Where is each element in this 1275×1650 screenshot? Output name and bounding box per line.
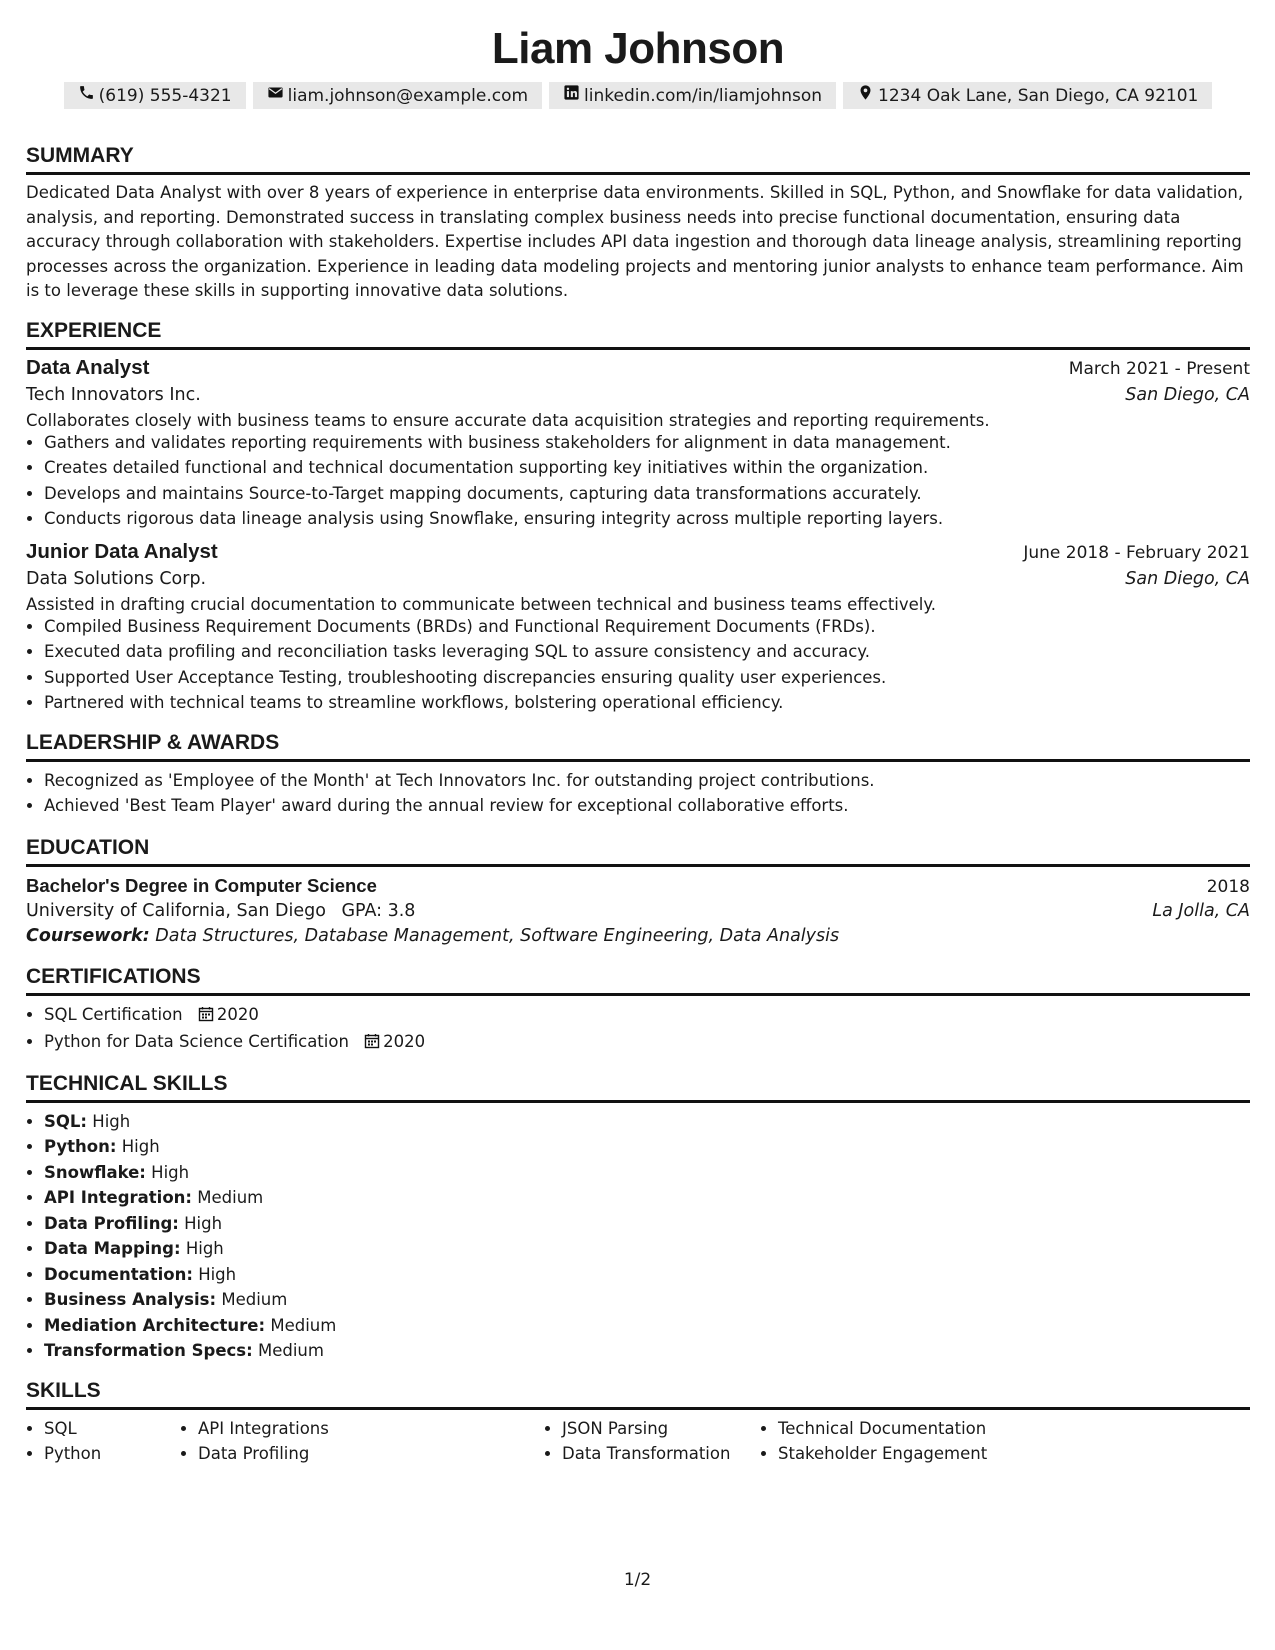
list-item (44, 1160, 1250, 1186)
list-item: • Stakeholder Engagement (778, 1441, 1038, 1467)
list-item: • Data Profiling (198, 1441, 544, 1467)
technical-skills-list (26, 1109, 1250, 1364)
leadership-section (26, 730, 1250, 819)
list-item (44, 1313, 1250, 1339)
skill-level: High (184, 1213, 223, 1233)
list-item: • Gathers and validates reporting requirements with business stakeholders for alignment in data management. (44, 430, 1250, 456)
skill-level: High (151, 1162, 190, 1182)
coursework (26, 926, 1250, 946)
skills-column (544, 1416, 760, 1467)
page-number: 1/2 (623, 1570, 652, 1590)
section-title-skills: SKILLS (26, 1378, 1250, 1410)
skill-level: High (198, 1264, 237, 1284)
email-text: liam.johnson@example.com (287, 85, 529, 106)
skill-name: SQL: (44, 1111, 88, 1131)
certification-year: 2020 (216, 1004, 259, 1024)
job-description: Collaborates closely with business teams to ensure accurate data acquisition strategies and reporting requirements. (26, 410, 990, 430)
skills-column (26, 1416, 180, 1467)
list-item (44, 1002, 1250, 1030)
list-item: • Data Transformation (562, 1441, 760, 1467)
linkedin-icon (563, 84, 580, 108)
list-item: • Executed data profiling and reconciliation tasks leveraging SQL to assure consistency and accuracy. (44, 639, 1250, 665)
phone-icon (78, 84, 95, 108)
job-entry (26, 540, 1250, 716)
section-title-technical-skills: TECHNICAL SKILLS (26, 1071, 1250, 1103)
list-item: • Technical Documentation (778, 1416, 1038, 1442)
certification-year: 2020 (383, 1032, 426, 1051)
list-item: • Partnered with technical teams to streamline workflows, bolstering operational efficiency. (44, 690, 1250, 716)
list-item (44, 1211, 1250, 1237)
skill-name: Mediation Architecture: (44, 1315, 266, 1335)
skills-column (760, 1416, 1038, 1467)
phone-chip[interactable] (64, 82, 246, 109)
list-item (44, 1236, 1250, 1262)
list-item (44, 1029, 1250, 1057)
linkedin-chip[interactable] (549, 82, 836, 109)
list-item (44, 1109, 1250, 1135)
section-title-experience: EXPERIENCE (26, 318, 1250, 350)
summary-text: Dedicated Data Analyst with over 8 years of experience in enterprise data environments. Skilled in SQL, Python, and Snowflake for data validation, analysis, and reporting. Demonstrated success in translating complex business needs into precise functional documentation, ensuring data accuracy through collaboration with stakeholders. Expertise includes API data ingestion and thorough data lineage analysis, streamlining reporting processes across the organization. Experience in leading data modeling projects and mentoring junior analysts to enhance team performance. Aim is to leverage these skills in supporting innovative data solutions. (26, 183, 1244, 300)
degree-name: Bachelor's Degree in Computer Science (26, 874, 377, 896)
job-entry (26, 356, 1250, 532)
job-location: San Diego, CA (1125, 384, 1250, 405)
coursework-label: Coursework: (26, 925, 150, 946)
list-item: • Creates detailed functional and technical documentation supporting key initiatives within the organization. (44, 455, 1250, 481)
calendar-icon (364, 1031, 380, 1057)
map-pin-icon (857, 84, 874, 108)
list-item (44, 1262, 1250, 1288)
address-chip (843, 82, 1212, 109)
list-item: • JSON Parsing (562, 1416, 760, 1442)
skill-name: Python: (44, 1137, 117, 1156)
calendar-icon (198, 1004, 214, 1030)
skill-name: API Integration: (44, 1188, 193, 1207)
email-chip[interactable] (253, 82, 542, 109)
list-item: • Conducts rigorous data lineage analysis using Snowflake, ensuring integrity across multiple reporting layers. (44, 506, 1250, 532)
address-text: 1234 Oak Lane, San Diego, CA 92101 (878, 85, 1199, 106)
list-item (44, 1134, 1250, 1160)
skill-level: High (185, 1239, 224, 1258)
certifications-section (26, 964, 1250, 1057)
contact-bar (26, 82, 1250, 109)
skill-level: High (92, 1111, 131, 1131)
job-title: Data Analyst (26, 355, 150, 379)
company-name: Tech Innovators Inc. (26, 384, 201, 405)
list-item: • Recognized as 'Employee of the Month' at Tech Innovators Inc. for outstanding project contributions. (44, 768, 1250, 794)
technical-skills-section (26, 1071, 1250, 1364)
skill-name: Data Mapping: (44, 1239, 181, 1258)
job-location: San Diego, CA (1125, 568, 1250, 589)
skill-level: Medium (270, 1315, 337, 1335)
skill-level: Medium (257, 1341, 324, 1360)
skill-level: High (121, 1137, 160, 1156)
list-item: • Supported User Acceptance Testing, troubleshooting discrepancies ensuring quality user experiences. (44, 665, 1250, 691)
school-location: La Jolla, CA (1152, 900, 1250, 921)
job-title: Junior Data Analyst (26, 539, 218, 563)
job-dates: March 2021 - Present (1068, 358, 1250, 379)
resume-page (26, 22, 1250, 1467)
certification-name: Python for Data Science Certification (44, 1032, 349, 1051)
skills-column (180, 1416, 544, 1467)
job-bullets (26, 430, 1250, 532)
education-section (26, 835, 1250, 946)
list-item (44, 1338, 1250, 1364)
summary-section (26, 143, 1250, 304)
list-item: • API Integrations (198, 1416, 544, 1442)
section-title-certifications: CERTIFICATIONS (26, 964, 1250, 996)
list-item: • Compiled Business Requirement Documents (BRDs) and Functional Requirement Documents (FRDs). (44, 614, 1250, 640)
awards-list (26, 768, 1250, 819)
school-name: University of California, San Diego (26, 900, 326, 921)
certifications-list (26, 1002, 1250, 1057)
certification-name: SQL Certification (44, 1004, 183, 1024)
skill-name: Documentation: (44, 1264, 193, 1284)
section-title-summary: SUMMARY (26, 143, 1250, 175)
gpa: GPA: 3.8 (341, 900, 416, 921)
skills-section (26, 1378, 1250, 1467)
skill-name: Data Profiling: (44, 1213, 179, 1233)
envelope-icon (267, 84, 284, 108)
skills-grid (26, 1416, 1250, 1467)
skill-name: Business Analysis: (44, 1290, 217, 1309)
job-bullets (26, 614, 1250, 716)
skill-level: Medium (221, 1290, 288, 1309)
list-item: • Develops and maintains Source-to-Target mapping documents, capturing data transformations accurately. (44, 481, 1250, 507)
coursework-list: Data Structures, Database Management, Software Engineering, Data Analysis (155, 925, 840, 946)
skill-name: Snowflake: (44, 1162, 146, 1182)
graduation-year: 2018 (1206, 876, 1250, 897)
list-item (44, 1185, 1250, 1211)
list-item: • Achieved 'Best Team Player' award during the annual review for exceptional collaborative efforts. (44, 793, 1250, 819)
company-name: Data Solutions Corp. (26, 568, 207, 589)
section-title-education: EDUCATION (26, 835, 1250, 867)
list-item: • Python (44, 1441, 180, 1467)
linkedin-text: linkedin.com/in/liamjohnson (584, 85, 823, 106)
job-dates: June 2018 - February 2021 (1023, 542, 1250, 563)
experience-section (26, 318, 1250, 716)
list-item (44, 1287, 1250, 1313)
phone-text: (619) 555-4321 (98, 85, 232, 106)
candidate-name: Liam Johnson (491, 24, 785, 73)
skill-name: Transformation Specs: (44, 1341, 253, 1360)
skill-level: Medium (197, 1188, 264, 1207)
job-description: Assisted in drafting crucial documentation to communicate between technical and business teams effectively. (26, 594, 937, 614)
section-title-leadership: LEADERSHIP & AWARDS (26, 730, 1250, 762)
list-item: • SQL (44, 1416, 180, 1442)
